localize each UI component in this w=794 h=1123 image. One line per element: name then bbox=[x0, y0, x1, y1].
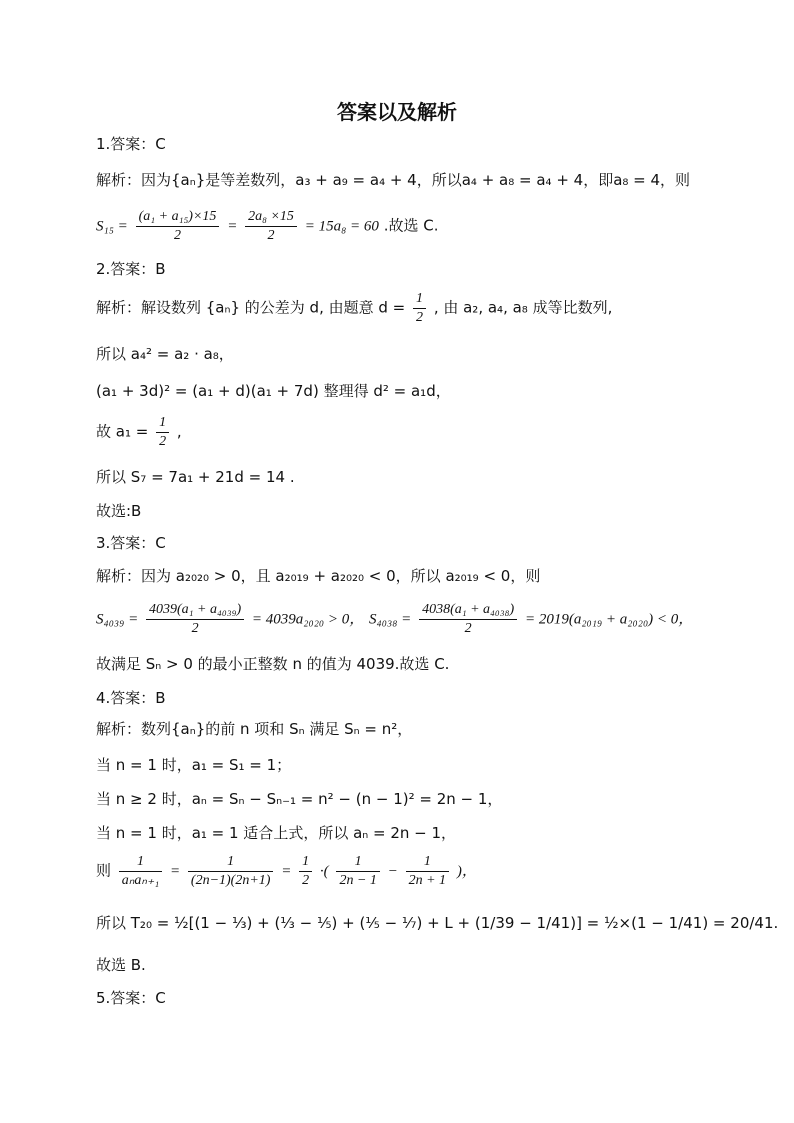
q2-line1-b: , 由 a₂, a₄, a₈ 成等比数列, bbox=[433, 298, 613, 317]
q3-s4039-left: S₄₀₃₉ = bbox=[96, 611, 139, 628]
q1-explanation: 解析：因为{aₙ}是等差数列，a₃ + a₉ = a₄ + 4，所以a₄ + a₈ = a₄ + 4，即a₈ = 4，则 bbox=[96, 171, 691, 189]
q1-frac1-num: (a₁ + a₁₅)×15 bbox=[136, 208, 220, 227]
q3-formula-line bbox=[96, 601, 734, 641]
q1-frac2-num: 2a₈ ×15 bbox=[245, 208, 297, 227]
q4-f3-num: 1 bbox=[299, 853, 312, 872]
q1-frac2-den: 2 bbox=[267, 228, 275, 243]
q4-line6: 所以 T₂₀ = ½[(1 − ⅓) + (⅓ − ⅕) + (⅕ − ⅐) + L + (1/39 − 1/41)] = ½×(1 − 1/41) = 20/41. bbox=[96, 914, 779, 932]
q4-f2-num: 1 bbox=[188, 853, 274, 872]
q4-line5-a: 则 bbox=[96, 861, 112, 880]
q3-s4038-left: S₄₀₃₈ = bbox=[369, 611, 412, 628]
q2-line4-num: 1 bbox=[156, 414, 169, 433]
q4-f1-den: aₙaₙ₊₁ bbox=[121, 873, 160, 888]
q3-fraction-1 bbox=[146, 601, 244, 638]
q2-line5: 所以 S₇ = 7a₁ + 21d = 14 . bbox=[96, 468, 295, 486]
q2-line4-den: 2 bbox=[159, 434, 167, 449]
q3-fraction-2 bbox=[419, 601, 517, 638]
q5-answer: 5.答案：C bbox=[96, 989, 166, 1007]
q1-fraction-2 bbox=[245, 208, 297, 245]
q1-s15: S₁₅ = bbox=[96, 218, 128, 235]
q1-frac1-den: 2 bbox=[174, 228, 181, 243]
q4-line5 bbox=[96, 853, 734, 893]
q2-line6: 故选:B bbox=[96, 502, 142, 520]
q4-eq2: = bbox=[281, 863, 292, 880]
q4-line5-b: ·( bbox=[319, 863, 329, 880]
q2-line4-a: 故 a₁ = bbox=[96, 422, 149, 441]
q4-line2: 当 n = 1 时，a₁ = S₁ = 1； bbox=[96, 756, 292, 774]
q1-fraction-1 bbox=[136, 208, 220, 245]
q2-fraction-d bbox=[413, 290, 426, 327]
q1-eq: = bbox=[227, 218, 238, 235]
q3-answer: 3.答案：C bbox=[96, 534, 166, 552]
q3-line3: 故满足 Sₙ > 0 的最小正整数 n 的值为 4039.故选 C. bbox=[96, 655, 450, 673]
q3-s1-num: 4039(a₁ + a₄₀₃₉) bbox=[146, 601, 244, 620]
q2-line4 bbox=[96, 414, 734, 454]
q4-fraction-2 bbox=[188, 853, 274, 890]
q2-line3: (a₁ + 3d)² = (a₁ + d)(a₁ + 7d) 整理得 d² = a₁d， bbox=[96, 382, 451, 400]
q2-frac-den: 2 bbox=[416, 310, 424, 325]
q4-line3: 当 n ≥ 2 时，aₙ = Sₙ − Sₙ₋₁ = n² − (n − 1)² = 2n − 1， bbox=[96, 790, 503, 808]
q2-line1 bbox=[96, 290, 734, 330]
q4-f1-num: 1 bbox=[119, 853, 162, 872]
q4-eq1: = bbox=[170, 863, 181, 880]
q3-s2-den: 2 bbox=[464, 621, 472, 636]
q1-formula-line bbox=[96, 208, 734, 248]
q2-frac-num: 1 bbox=[413, 290, 426, 309]
q1-answer: 1.答案：C bbox=[96, 135, 166, 153]
q4-f5-den: 2n + 1 bbox=[408, 873, 447, 888]
q4-minus: − bbox=[387, 863, 398, 880]
q4-line5-c: )， bbox=[456, 863, 477, 880]
q2-fraction-a1 bbox=[156, 414, 169, 451]
q1-choice: .故选 C. bbox=[383, 216, 439, 235]
q4-f4-num: 1 bbox=[336, 853, 379, 872]
q3-s4039-right: = 4039a₂₀₂₀ > 0， bbox=[251, 611, 365, 628]
q4-fraction-3 bbox=[299, 853, 312, 890]
q2-answer: 2.答案：B bbox=[96, 260, 166, 278]
q4-line1: 解析：数列{aₙ}的前 n 项和 Sₙ 满足 Sₙ = n²， bbox=[96, 720, 413, 738]
page-title: 答案以及解析 bbox=[337, 100, 457, 124]
q1-result: = 15a₈ = 60 bbox=[304, 218, 379, 235]
q2-line4-b: , bbox=[176, 422, 182, 441]
q4-f2-den: (2n−1)(2n+1) bbox=[190, 873, 271, 888]
q4-fraction-5 bbox=[406, 853, 449, 890]
q3-s4038-right: = 2019(a₂₀₁₉ + a₂₀₂₀) < 0， bbox=[524, 611, 694, 628]
q4-fraction-1 bbox=[119, 853, 162, 890]
q2-line1-a: 解析：解设数列 {aₙ} 的公差为 d, 由题意 d = bbox=[96, 298, 406, 317]
q4-fraction-4 bbox=[336, 853, 379, 890]
q3-line1: 解析：因为 a₂₀₂₀ > 0，且 a₂₀₁₉ + a₂₀₂₀ < 0，所以 a₂₀₁₉ < 0，则 bbox=[96, 567, 541, 585]
q4-f5-num: 1 bbox=[406, 853, 449, 872]
q4-line7: 故选 B. bbox=[96, 956, 146, 974]
q4-line4: 当 n = 1 时，a₁ = 1 适合上式，所以 aₙ = 2n − 1， bbox=[96, 824, 457, 842]
q3-s2-num: 4038(a₁ + a₄₀₃₈) bbox=[419, 601, 517, 620]
q3-s1-den: 2 bbox=[191, 621, 199, 636]
q4-answer: 4.答案：B bbox=[96, 689, 166, 707]
q4-f3-den: 2 bbox=[302, 873, 310, 888]
q2-line2: 所以 a₄² = a₂ · a₈， bbox=[96, 345, 234, 363]
q4-f4-den: 2n − 1 bbox=[339, 873, 377, 888]
